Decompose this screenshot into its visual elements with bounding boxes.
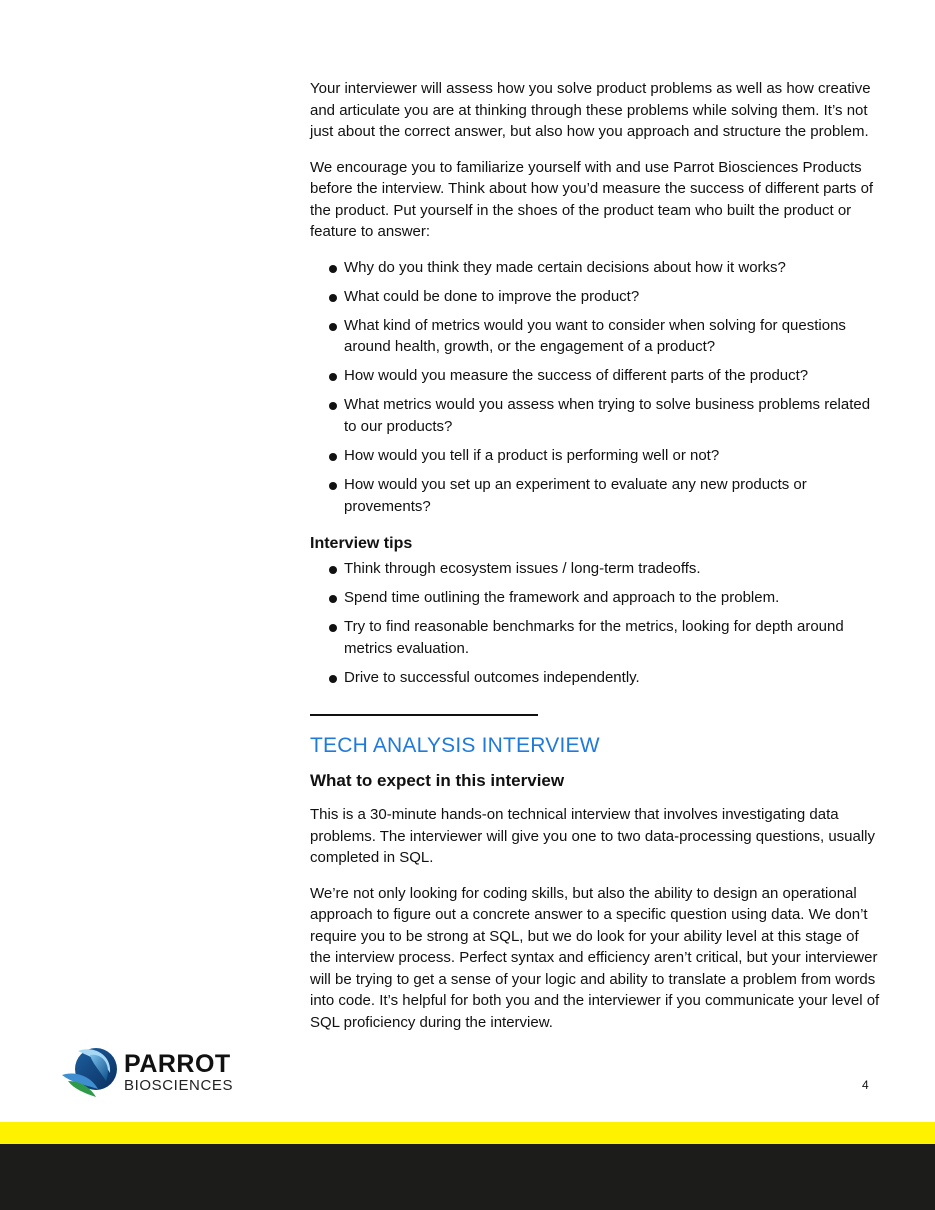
question-list: [310, 257, 880, 518]
list-item: [310, 474, 880, 517]
tips-heading: Interview tips: [310, 535, 413, 553]
bullet-icon: [329, 566, 337, 574]
section-paragraph: We’re not only looking for coding skills, but also the ability to design an operational approach to figure out a concrete answer to a specific question using data. We don’t require you to be strong at SQL, but we do look for your ability level at this stage of the interview process. Perfect syntax and efficiency aren’t critical, but your interviewer will be trying to get a sense of your logic and ability to translate a problem from words into code. It’s helpful for both you and the interviewer if you communicate your level of SQL proficiency during the interview.: [310, 884, 880, 1031]
list-item-text: Try to find reasonable benchmarks for the metrics, looking for depth around metrics evaluation.: [344, 618, 844, 657]
page-number: 4: [862, 1078, 869, 1092]
tips-list: [310, 558, 880, 688]
bullet-icon: [329, 624, 337, 632]
section-divider: [310, 714, 538, 716]
bullet-icon: [329, 323, 337, 331]
footer-band-yellow: [0, 1122, 935, 1144]
bullet-icon: [329, 595, 337, 603]
page-content: [310, 78, 880, 1047]
list-item-text: Drive to successful outcomes independently.: [344, 668, 640, 686]
list-item-text: How would you set up an experiment to evaluate any new products or provements?: [344, 476, 807, 515]
logo-word-biosciences: BIOSCIENCES: [124, 1076, 234, 1094]
list-item: [310, 587, 880, 609]
list-item: [310, 365, 880, 387]
footer-band-dark: [0, 1144, 935, 1210]
bullet-icon: [329, 453, 337, 461]
list-item-text: How would you tell if a product is performing well or not?: [344, 446, 720, 464]
list-item-text: What could be done to improve the product?: [344, 287, 640, 305]
logo-word-parrot: PARROT: [124, 1049, 231, 1078]
list-item: [310, 667, 880, 689]
company-logo: [60, 1044, 233, 1100]
list-item-text: What metrics would you assess when trying to solve business problems related to our products?: [344, 396, 871, 435]
section-paragraph: This is a 30-minute hands-on technical interview that involves investigating data problems. The interviewer will give you one to two data-processing questions, usually completed in SQL.: [310, 806, 876, 867]
bullet-icon: [329, 294, 337, 302]
bullet-icon: [329, 482, 337, 490]
list-item-text: Spend time outlining the framework and approach to the problem.: [344, 589, 780, 607]
list-item: [310, 445, 880, 467]
bullet-icon: [329, 675, 337, 683]
list-item: [310, 257, 880, 279]
list-item-text: Think through ecosystem issues / long-term tradeoffs.: [344, 560, 701, 578]
bullet-icon: [329, 265, 337, 273]
list-item-text: Why do you think they made certain decisions about how it works?: [344, 258, 786, 276]
list-item: [310, 394, 880, 437]
list-item-text: How would you measure the success of different parts of the product?: [344, 367, 809, 385]
intro-paragraph: We encourage you to familiarize yourself with and use Parrot Biosciences Products before the interview. Think about how you’d measure the success of different parts of the product. Put yourself in the shoes of the product team who built the product or feature to answer:: [310, 158, 874, 240]
section-subheading: What to expect in this interview: [310, 771, 565, 791]
list-item: [310, 286, 880, 308]
parrot-logo-icon: [60, 1045, 118, 1099]
list-item-text: What kind of metrics would you want to consider when solving for questions around health, growth, or the engagement of a product?: [344, 316, 846, 356]
bullet-icon: [329, 373, 337, 381]
list-item: [310, 558, 880, 580]
list-item: [310, 616, 880, 659]
bullet-icon: [329, 402, 337, 410]
logo-text: [124, 1049, 234, 1094]
section-title: TECH ANALYSIS INTERVIEW: [310, 734, 600, 758]
intro-paragraph: Your interviewer will assess how you solve product problems as well as how creative and articulate you are at thinking through these problems while solving them. It’s not just about the correct answer, but also how you approach and structure the problem.: [310, 80, 871, 140]
list-item: [310, 315, 880, 358]
